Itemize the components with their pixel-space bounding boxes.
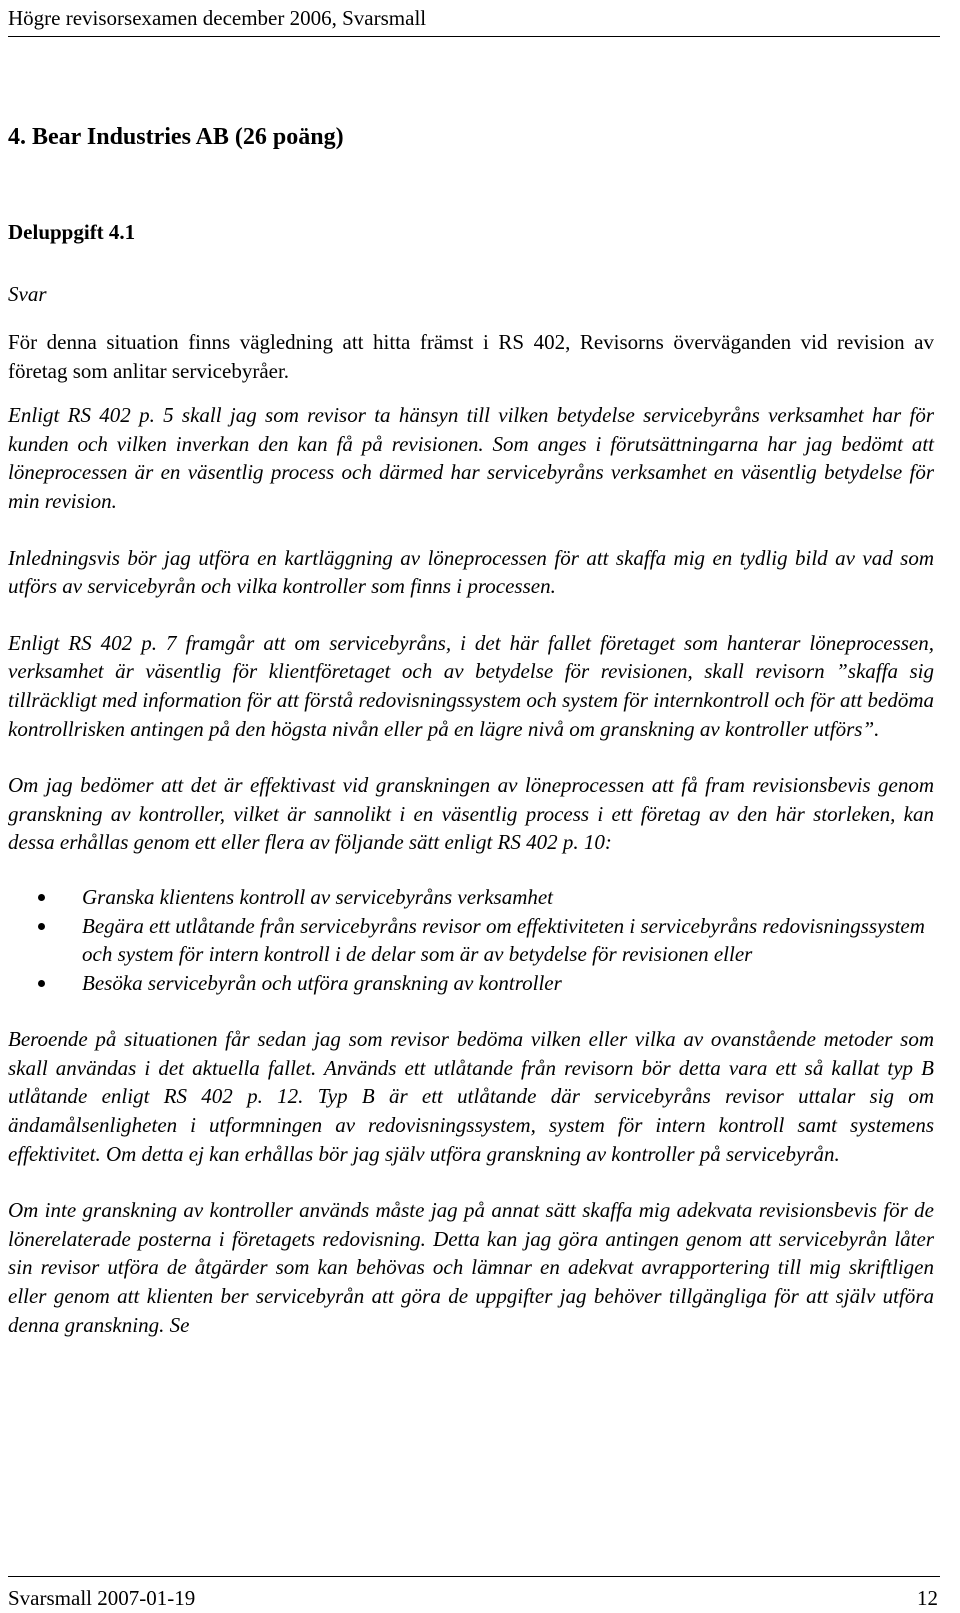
header-divider <box>8 36 940 37</box>
paragraph-1: För denna situation finns vägledning att hitta främst i RS 402, Revisorns överväganden vid revision av företag som anlitar servicebyråer. <box>8 330 934 383</box>
list-item <box>8 969 934 998</box>
subtask-heading: Deluppgift 4.1 <box>8 220 136 244</box>
footer-divider <box>8 1576 940 1577</box>
list-item-text: Begära ett utlåtande från servicebyråns revisor om effektiviteten i servicebyråns redovisningssystem och system för intern kontroll i de delar som är av betydelse för revisionen eller <box>82 913 925 967</box>
bullet-icon <box>38 923 45 930</box>
paragraph-6: Beroende på situationen får sedan jag som revisor bedöma vilken eller vilka av ovanstående metoder som skall användas i det aktuella fallet. Används ett utlåtande från revisorn bör detta vara ett så kallat typ B utlåtande enligt RS 402 p. 12. Typ B är ett utlåtande där servicebyråns revisor uttalar sig om ändamålsenligheten i utformningen av redovisningssystem, system för intern kontroll samt systemens effektivitet. Om detta ej kan erhållas bör jag själv utföra granskning av kontroller på servicebyrån. <box>8 1027 934 1166</box>
paragraph-5: Om jag bedömer att det är effektivast vid granskningen av löneprocessen att få fram revisionsbevis genom granskning av kontroller, vilket är sannolikt i en väsentlig process i ett företag av den här storleken, kan dessa erhållas genom ett eller flera av följande sätt enligt RS 402 p. 10: <box>8 773 934 855</box>
page-number: 12 <box>917 1586 938 1610</box>
footer-date: Svarsmall 2007-01-19 <box>8 1586 196 1610</box>
paragraph-7: Om inte granskning av kontroller används måste jag på annat sätt skaffa mig adekvata revisionsbevis för de lönerelaterade posterna i företagets redovisning. Detta kan jag göra antingen genom att servicebyrån låter sin revisor utföra de åtgärder som kan behövas och lämnar en adekvat avrapportering till mig skriftligen eller genom att klienten ber servicebyrån att göra de uppgifter jag behöver tillgängliga för att själv utföra denna granskning. Se <box>8 1198 934 1337</box>
list-item-text: Besöka servicebyrån och utföra granskning av kontroller <box>82 970 562 995</box>
list-item <box>8 883 934 912</box>
paragraph-2: Enligt RS 402 p. 5 skall jag som revisor ta hänsyn till vilken betydelse servicebyråns verksamhet har för kunden och vilken inverkan den kan få på revisionen. Som anges i förutsättningarna har jag bedömt att löneprocessen är en väsentlig process och därmed har servicebyråns verksamhet en väsentlig betydelse för min revision. <box>8 403 934 513</box>
answer-label: Svar <box>8 282 47 306</box>
bullet-icon <box>38 894 45 901</box>
bullet-icon <box>38 980 45 987</box>
paragraph-4: Enligt RS 402 p. 7 framgår att om servicebyråns, i det här fallet företaget som hanterar löneprocessen, verksamhet är väsentlig för klientföretaget och av betydelse för revisionen, skall revisorn ”skaffa sig tillräckligt med information för att förstå redovisningssystem och system för internkontroll och för att bedöma kontrollrisken antingen på den högsta nivån eller på en lägre nivå om granskning av kontroller utförs”. <box>8 630 934 741</box>
page-header: Högre revisorsexamen december 2006, Svarsmall <box>8 6 427 30</box>
list-item <box>8 912 934 969</box>
section-heading: 4. Bear Industries AB (26 poäng) <box>8 124 344 150</box>
paragraph-3: Inledningsvis bör jag utföra en kartläggning av löneprocessen för att skaffa mig en tydlig bild av vad som utförs av servicebyrån och vilka kontroller som finns i processen. <box>8 545 934 599</box>
page-footer <box>8 1584 938 1612</box>
document-body <box>8 121 934 1339</box>
method-list <box>8 883 934 997</box>
list-item-text: Granska klientens kontroll av servicebyråns verksamhet <box>82 884 554 909</box>
